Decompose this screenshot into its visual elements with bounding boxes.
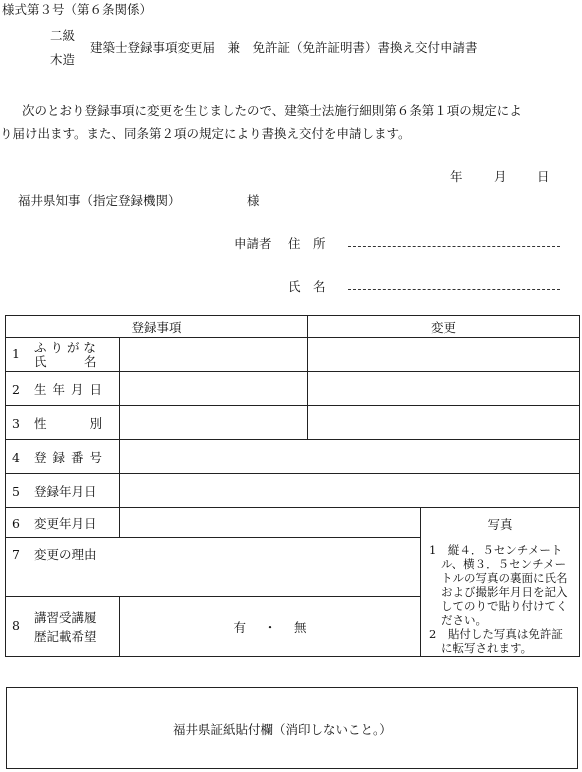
row-label-cell [6, 440, 120, 474]
current-value-cell[interactable] [120, 372, 308, 406]
current-value-cell[interactable] [120, 338, 308, 372]
name-label: 氏 名 [288, 279, 326, 294]
date-month: 月 [494, 169, 507, 184]
choice-no[interactable]: 無 [293, 619, 307, 635]
date-day: 日 [537, 169, 550, 184]
table-row [6, 406, 580, 440]
row-number: 6 [12, 515, 20, 531]
row-number: 4 [12, 449, 20, 465]
row-number: 2 [12, 381, 20, 397]
date-year: 年 [450, 169, 463, 184]
header-changes: 変更 [308, 316, 580, 338]
photo-note-2: 2 貼付した写真は免許証に転写されます。 [429, 627, 563, 655]
change-value-cell[interactable] [308, 338, 580, 372]
revenue-stamp-box [6, 687, 578, 769]
photo-cell [421, 508, 580, 657]
table-row [6, 372, 580, 406]
name-label-cell: 氏 名 [34, 353, 97, 369]
form-number: 様式第３号（第６条関係） [2, 2, 153, 17]
applicant-label: 申請者 [234, 236, 272, 251]
row-number: 8 [12, 618, 20, 633]
course-history-label-bottom: 歴記載希望 [34, 628, 97, 644]
change-date-value[interactable] [120, 508, 421, 538]
registration-date-value[interactable] [120, 474, 580, 508]
revenue-stamp-label: 福井県証紙貼付欄（消印しないこと。） [173, 722, 392, 737]
table-row [6, 508, 580, 538]
row-number: 7 [12, 547, 20, 562]
registration-number-label: 登録番号 [34, 449, 109, 465]
header-registration-items: 登録事項 [6, 316, 308, 338]
furigana-label: ふ り が な [34, 339, 96, 355]
table-row [6, 338, 580, 372]
address-label: 住 所 [288, 236, 326, 251]
form-title: 建築士登録事項変更届 兼 免許証（免許証明書）書換え交付申請書 [90, 40, 478, 55]
row-label-cell [6, 508, 120, 538]
birthdate-label: 生年月日 [34, 381, 109, 397]
photo-notes [421, 543, 579, 655]
row-label-cell [6, 474, 120, 508]
photo-note-1: 1 縦４．５センチメートル、横３．５センチメートルの写真の裏面に氏名および撮影年月日を記入してのりで貼り付けてください。 [429, 543, 568, 627]
registration-table [5, 315, 580, 657]
change-date-label: 変更年月日 [34, 515, 97, 531]
grade-line2: 木造 [50, 52, 76, 67]
grade-line1: 二級 [50, 28, 76, 43]
course-history-label-top: 講習受講履 [34, 609, 97, 625]
current-value-cell[interactable] [120, 406, 308, 440]
address-line[interactable] [348, 246, 560, 247]
row-number: 1 [12, 346, 20, 361]
change-value-cell[interactable] [308, 406, 580, 440]
row-number: 5 [12, 483, 20, 499]
addressee-honorific: 様 [247, 193, 260, 208]
change-reason-cell[interactable] [6, 538, 421, 597]
change-reason-label: 変更の理由 [34, 547, 97, 562]
body-text-line1: 次のとおり登録事項に変更を生じましたので、建築士法施行細則第６条第１項の規定によ [22, 103, 522, 118]
gender-label: 性 別 [34, 415, 109, 431]
course-history-choice[interactable] [120, 597, 421, 657]
change-value-cell[interactable] [308, 372, 580, 406]
registration-number-value[interactable] [120, 440, 580, 474]
body-text-line2: り届け出ます。また、同条第２項の規定により書換え交付を申請します。 [0, 126, 411, 141]
row-number: 3 [12, 415, 20, 431]
row-label-cell [6, 406, 120, 440]
table-row [6, 474, 580, 508]
addressee-name: 福井県知事（指定登録機関） [18, 193, 181, 208]
registration-date-label: 登録年月日 [34, 483, 97, 499]
name-line[interactable] [348, 289, 560, 290]
photo-title: 写真 [487, 517, 513, 532]
row-label-cell [6, 597, 120, 657]
choice-separator: ・ [263, 619, 277, 635]
table-row [6, 440, 580, 474]
choice-yes[interactable]: 有 [233, 619, 247, 635]
row-label-cell [6, 372, 120, 406]
row-label-cell [6, 338, 120, 372]
